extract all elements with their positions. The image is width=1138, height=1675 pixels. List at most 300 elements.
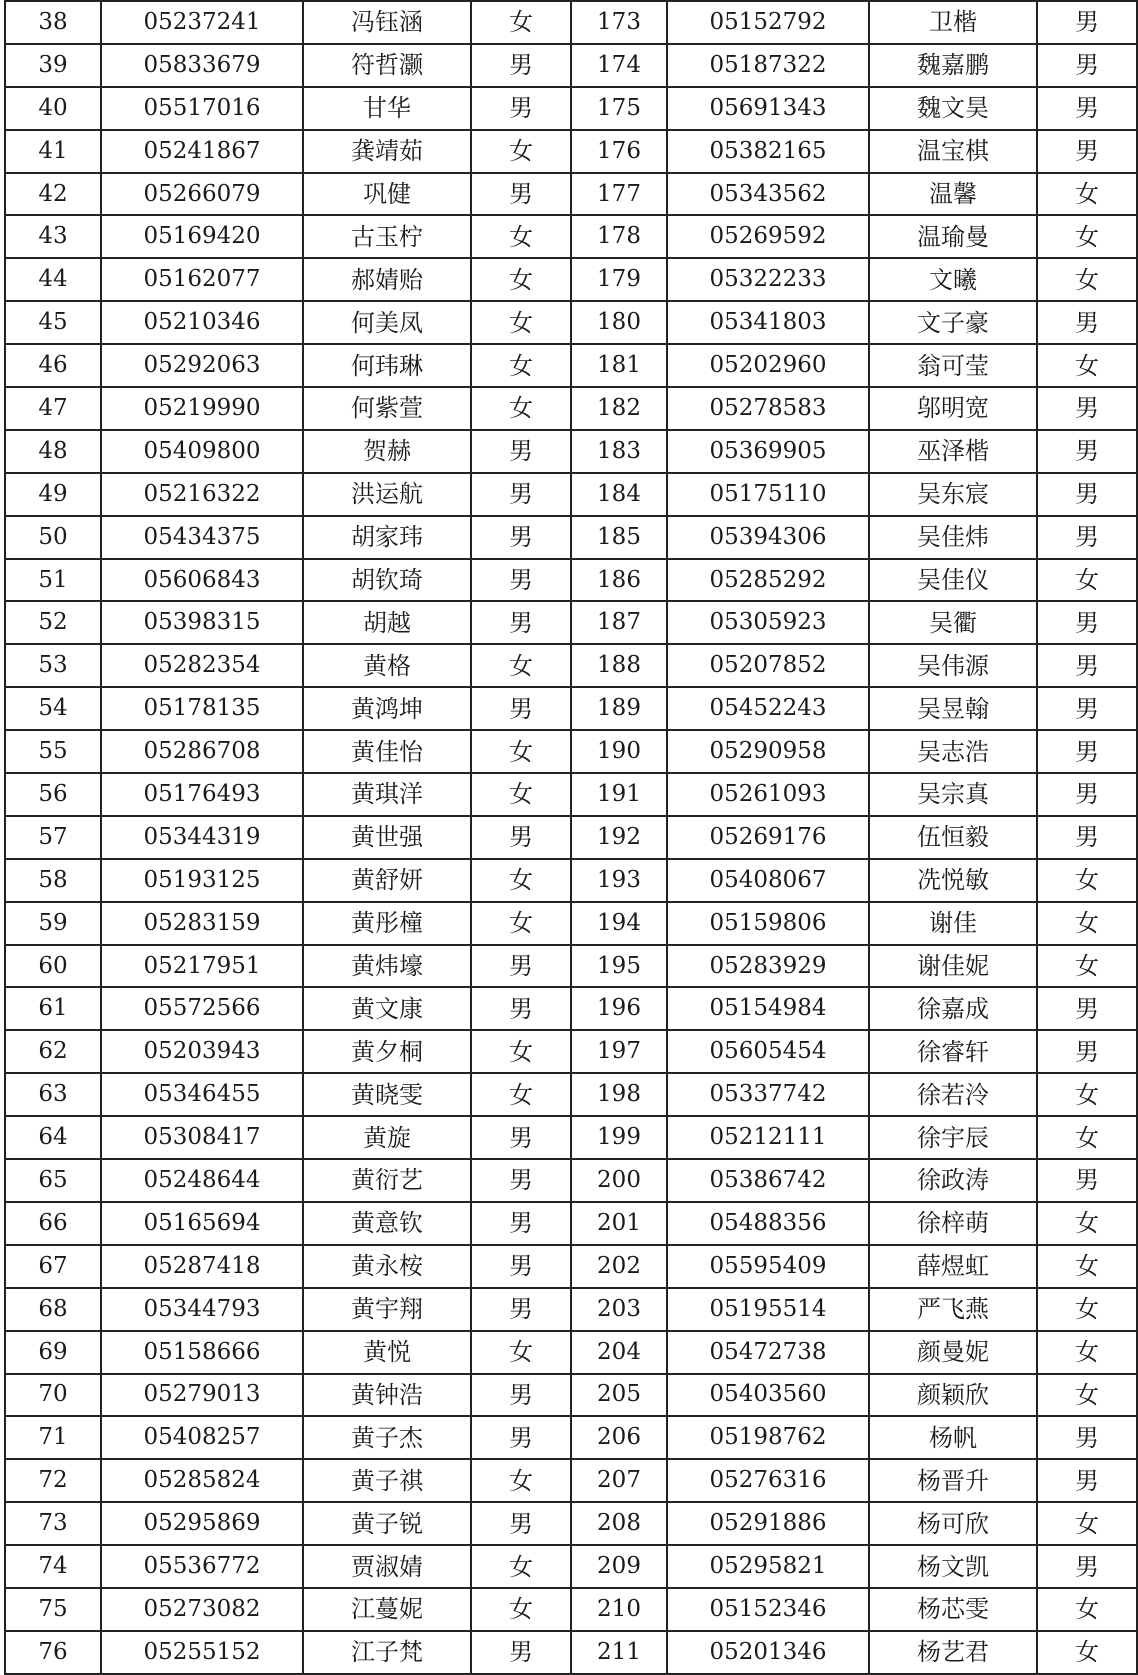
right-student-name-cell: 温瑜曼 — [869, 215, 1037, 258]
right-serial-number-cell: 187 — [571, 601, 667, 644]
left-student-id-cell: 05158666 — [101, 1331, 303, 1374]
right-student-name-cell: 吴宗真 — [869, 773, 1037, 816]
right-student-name-cell: 文曦 — [869, 258, 1037, 301]
right-serial-number-cell: 200 — [571, 1159, 667, 1202]
left-serial-number-cell: 49 — [5, 473, 101, 516]
right-gender-cell: 女 — [1037, 1331, 1137, 1374]
right-gender-cell: 女 — [1037, 1073, 1137, 1116]
table-row — [5, 987, 1137, 1030]
right-serial-number-cell: 186 — [571, 559, 667, 602]
left-student-name-cell: 黄子杰 — [303, 1416, 471, 1459]
left-student-id-cell: 05176493 — [101, 773, 303, 816]
left-gender-cell: 男 — [471, 1374, 571, 1417]
left-student-name-cell: 贾淑婧 — [303, 1545, 471, 1588]
right-student-name-cell: 徐睿轩 — [869, 1030, 1037, 1073]
table-row — [5, 87, 1137, 130]
right-serial-number-cell: 201 — [571, 1202, 667, 1245]
left-student-id-cell: 05398315 — [101, 601, 303, 644]
right-gender-cell: 男 — [1037, 387, 1137, 430]
right-student-id-cell: 05452243 — [667, 687, 869, 730]
roster-body — [5, 1, 1137, 1674]
table-row — [5, 130, 1137, 173]
left-gender-cell: 男 — [471, 1202, 571, 1245]
left-student-name-cell: 符哲灏 — [303, 44, 471, 87]
left-student-name-cell: 黄彤橦 — [303, 902, 471, 945]
left-gender-cell: 女 — [471, 301, 571, 344]
left-student-name-cell: 黄永桉 — [303, 1245, 471, 1288]
table-row — [5, 730, 1137, 773]
table-row — [5, 387, 1137, 430]
right-student-name-cell: 杨可欣 — [869, 1502, 1037, 1545]
right-student-id-cell: 05276316 — [667, 1459, 869, 1502]
left-gender-cell: 女 — [471, 258, 571, 301]
right-serial-number-cell: 180 — [571, 301, 667, 344]
left-gender-cell: 女 — [471, 387, 571, 430]
right-serial-number-cell: 210 — [571, 1588, 667, 1631]
right-gender-cell: 女 — [1037, 1631, 1137, 1674]
table-row — [5, 1588, 1137, 1631]
right-student-name-cell: 颜曼妮 — [869, 1331, 1037, 1374]
right-student-name-cell: 魏嘉鹏 — [869, 44, 1037, 87]
right-serial-number-cell: 193 — [571, 859, 667, 902]
left-student-id-cell: 05283159 — [101, 902, 303, 945]
table-row — [5, 173, 1137, 216]
table-row — [5, 1288, 1137, 1331]
left-gender-cell: 男 — [471, 687, 571, 730]
left-student-id-cell: 05606843 — [101, 559, 303, 602]
right-gender-cell: 女 — [1037, 1245, 1137, 1288]
right-gender-cell: 女 — [1037, 1588, 1137, 1631]
left-serial-number-cell: 52 — [5, 601, 101, 644]
right-student-name-cell: 杨文凯 — [869, 1545, 1037, 1588]
right-student-id-cell: 05369905 — [667, 430, 869, 473]
left-serial-number-cell: 58 — [5, 859, 101, 902]
left-student-id-cell: 05248644 — [101, 1159, 303, 1202]
left-gender-cell: 女 — [471, 1030, 571, 1073]
left-gender-cell: 女 — [471, 215, 571, 258]
left-gender-cell: 男 — [471, 816, 571, 859]
left-gender-cell: 男 — [471, 1245, 571, 1288]
left-serial-number-cell: 50 — [5, 516, 101, 559]
left-student-id-cell: 05255152 — [101, 1631, 303, 1674]
right-student-id-cell: 05283929 — [667, 945, 869, 988]
right-student-id-cell: 05337742 — [667, 1073, 869, 1116]
left-gender-cell: 男 — [471, 473, 571, 516]
left-student-name-cell: 龚靖茹 — [303, 130, 471, 173]
table-row — [5, 945, 1137, 988]
right-serial-number-cell: 194 — [571, 902, 667, 945]
right-student-id-cell: 05341803 — [667, 301, 869, 344]
left-student-id-cell: 05572566 — [101, 987, 303, 1030]
student-roster-table — [4, 0, 1138, 1675]
right-serial-number-cell: 207 — [571, 1459, 667, 1502]
right-student-id-cell: 05212111 — [667, 1116, 869, 1159]
left-student-id-cell: 05408257 — [101, 1416, 303, 1459]
left-serial-number-cell: 76 — [5, 1631, 101, 1674]
left-student-id-cell: 05178135 — [101, 687, 303, 730]
left-student-id-cell: 05833679 — [101, 44, 303, 87]
left-gender-cell: 女 — [471, 1588, 571, 1631]
left-student-name-cell: 江蔓妮 — [303, 1588, 471, 1631]
left-student-id-cell: 05169420 — [101, 215, 303, 258]
right-serial-number-cell: 202 — [571, 1245, 667, 1288]
right-serial-number-cell: 177 — [571, 173, 667, 216]
right-gender-cell: 男 — [1037, 473, 1137, 516]
right-serial-number-cell: 182 — [571, 387, 667, 430]
left-serial-number-cell: 73 — [5, 1502, 101, 1545]
right-gender-cell: 女 — [1037, 344, 1137, 387]
right-student-name-cell: 吴伟源 — [869, 644, 1037, 687]
right-serial-number-cell: 173 — [571, 1, 667, 44]
right-student-id-cell: 05198762 — [667, 1416, 869, 1459]
left-student-name-cell: 黄钟浩 — [303, 1374, 471, 1417]
right-student-name-cell: 谢佳妮 — [869, 945, 1037, 988]
right-student-name-cell: 杨帆 — [869, 1416, 1037, 1459]
left-student-name-cell: 黄琪洋 — [303, 773, 471, 816]
right-serial-number-cell: 208 — [571, 1502, 667, 1545]
left-serial-number-cell: 39 — [5, 44, 101, 87]
right-student-name-cell: 冼悦敏 — [869, 859, 1037, 902]
right-gender-cell: 男 — [1037, 516, 1137, 559]
left-student-name-cell: 黄夕桐 — [303, 1030, 471, 1073]
left-gender-cell: 男 — [471, 987, 571, 1030]
left-student-name-cell: 黄子锐 — [303, 1502, 471, 1545]
left-student-name-cell: 何美凤 — [303, 301, 471, 344]
right-gender-cell: 男 — [1037, 773, 1137, 816]
left-student-id-cell: 05344793 — [101, 1288, 303, 1331]
table-row — [5, 430, 1137, 473]
right-gender-cell: 男 — [1037, 1416, 1137, 1459]
left-serial-number-cell: 40 — [5, 87, 101, 130]
left-student-name-cell: 胡越 — [303, 601, 471, 644]
right-student-name-cell: 徐宇辰 — [869, 1116, 1037, 1159]
left-gender-cell: 女 — [471, 1073, 571, 1116]
right-serial-number-cell: 181 — [571, 344, 667, 387]
right-student-name-cell: 薛煜虹 — [869, 1245, 1037, 1288]
left-student-id-cell: 05344319 — [101, 816, 303, 859]
right-gender-cell: 女 — [1037, 559, 1137, 602]
right-gender-cell: 男 — [1037, 301, 1137, 344]
table-row — [5, 773, 1137, 816]
left-serial-number-cell: 72 — [5, 1459, 101, 1502]
right-student-id-cell: 05408067 — [667, 859, 869, 902]
right-gender-cell: 女 — [1037, 1202, 1137, 1245]
right-student-name-cell: 杨芯雯 — [869, 1588, 1037, 1631]
left-serial-number-cell: 53 — [5, 644, 101, 687]
table-row — [5, 816, 1137, 859]
right-gender-cell: 男 — [1037, 987, 1137, 1030]
right-gender-cell: 男 — [1037, 644, 1137, 687]
left-student-id-cell: 05241867 — [101, 130, 303, 173]
table-row — [5, 1073, 1137, 1116]
left-student-name-cell: 黄子祺 — [303, 1459, 471, 1502]
right-student-name-cell: 温馨 — [869, 173, 1037, 216]
right-serial-number-cell: 206 — [571, 1416, 667, 1459]
table-row — [5, 1245, 1137, 1288]
right-student-id-cell: 05386742 — [667, 1159, 869, 1202]
right-gender-cell: 女 — [1037, 215, 1137, 258]
left-gender-cell: 女 — [471, 1, 571, 44]
table-row — [5, 1631, 1137, 1674]
left-student-name-cell: 黄晓雯 — [303, 1073, 471, 1116]
right-student-id-cell: 05322233 — [667, 258, 869, 301]
left-serial-number-cell: 62 — [5, 1030, 101, 1073]
left-serial-number-cell: 56 — [5, 773, 101, 816]
left-student-name-cell: 黄鸿坤 — [303, 687, 471, 730]
left-student-id-cell: 05165694 — [101, 1202, 303, 1245]
right-gender-cell: 女 — [1037, 1116, 1137, 1159]
left-student-name-cell: 黄意钦 — [303, 1202, 471, 1245]
left-gender-cell: 女 — [471, 1545, 571, 1588]
left-student-id-cell: 05308417 — [101, 1116, 303, 1159]
table-row — [5, 902, 1137, 945]
right-student-id-cell: 05278583 — [667, 387, 869, 430]
left-student-name-cell: 黄佳怡 — [303, 730, 471, 773]
left-student-name-cell: 何紫萱 — [303, 387, 471, 430]
right-serial-number-cell: 205 — [571, 1374, 667, 1417]
right-student-id-cell: 05595409 — [667, 1245, 869, 1288]
right-gender-cell: 女 — [1037, 859, 1137, 902]
left-student-name-cell: 何玮琳 — [303, 344, 471, 387]
right-serial-number-cell: 185 — [571, 516, 667, 559]
left-serial-number-cell: 66 — [5, 1202, 101, 1245]
left-student-id-cell: 05517016 — [101, 87, 303, 130]
right-serial-number-cell: 178 — [571, 215, 667, 258]
left-serial-number-cell: 64 — [5, 1116, 101, 1159]
right-student-id-cell: 05394306 — [667, 516, 869, 559]
left-student-id-cell: 05203943 — [101, 1030, 303, 1073]
left-gender-cell: 男 — [471, 1116, 571, 1159]
left-student-name-cell: 巩健 — [303, 173, 471, 216]
right-gender-cell: 女 — [1037, 945, 1137, 988]
table-row — [5, 1159, 1137, 1202]
left-student-id-cell: 05285824 — [101, 1459, 303, 1502]
right-student-name-cell: 徐梓萌 — [869, 1202, 1037, 1245]
left-gender-cell: 男 — [471, 44, 571, 87]
table-row — [5, 644, 1137, 687]
table-row — [5, 516, 1137, 559]
left-student-name-cell: 黄格 — [303, 644, 471, 687]
right-serial-number-cell: 191 — [571, 773, 667, 816]
table-row — [5, 1331, 1137, 1374]
right-student-name-cell: 吴佳仪 — [869, 559, 1037, 602]
left-student-id-cell: 05282354 — [101, 644, 303, 687]
right-gender-cell: 男 — [1037, 601, 1137, 644]
right-serial-number-cell: 189 — [571, 687, 667, 730]
right-serial-number-cell: 211 — [571, 1631, 667, 1674]
right-student-name-cell: 魏文昊 — [869, 87, 1037, 130]
right-serial-number-cell: 176 — [571, 130, 667, 173]
right-serial-number-cell: 192 — [571, 816, 667, 859]
right-serial-number-cell: 195 — [571, 945, 667, 988]
left-student-id-cell: 05237241 — [101, 1, 303, 44]
left-gender-cell: 女 — [471, 644, 571, 687]
left-serial-number-cell: 59 — [5, 902, 101, 945]
left-serial-number-cell: 57 — [5, 816, 101, 859]
right-student-name-cell: 温宝棋 — [869, 130, 1037, 173]
right-student-id-cell: 05291886 — [667, 1502, 869, 1545]
table-row — [5, 1202, 1137, 1245]
right-student-name-cell: 吴志浩 — [869, 730, 1037, 773]
table-row — [5, 1030, 1137, 1073]
left-gender-cell: 男 — [471, 1159, 571, 1202]
left-student-name-cell: 洪运航 — [303, 473, 471, 516]
right-student-id-cell: 05343562 — [667, 173, 869, 216]
right-student-id-cell: 05691343 — [667, 87, 869, 130]
right-gender-cell: 男 — [1037, 44, 1137, 87]
left-serial-number-cell: 60 — [5, 945, 101, 988]
left-serial-number-cell: 63 — [5, 1073, 101, 1116]
right-student-id-cell: 05295821 — [667, 1545, 869, 1588]
right-serial-number-cell: 198 — [571, 1073, 667, 1116]
left-gender-cell: 男 — [471, 1416, 571, 1459]
table-row — [5, 859, 1137, 902]
right-gender-cell: 男 — [1037, 1, 1137, 44]
right-serial-number-cell: 184 — [571, 473, 667, 516]
right-student-id-cell: 05269592 — [667, 215, 869, 258]
left-gender-cell: 女 — [471, 859, 571, 902]
left-serial-number-cell: 47 — [5, 387, 101, 430]
table-row — [5, 1116, 1137, 1159]
right-gender-cell: 男 — [1037, 1030, 1137, 1073]
table-row — [5, 1459, 1137, 1502]
left-serial-number-cell: 70 — [5, 1374, 101, 1417]
left-gender-cell: 男 — [471, 1631, 571, 1674]
left-student-name-cell: 胡家玮 — [303, 516, 471, 559]
right-gender-cell: 男 — [1037, 687, 1137, 730]
left-serial-number-cell: 74 — [5, 1545, 101, 1588]
right-gender-cell: 女 — [1037, 1502, 1137, 1545]
left-student-name-cell: 黄宇翔 — [303, 1288, 471, 1331]
left-gender-cell: 男 — [471, 87, 571, 130]
left-student-name-cell: 黄文康 — [303, 987, 471, 1030]
left-student-name-cell: 郝婧贻 — [303, 258, 471, 301]
right-student-name-cell: 谢佳 — [869, 902, 1037, 945]
left-serial-number-cell: 75 — [5, 1588, 101, 1631]
left-student-name-cell: 江子梵 — [303, 1631, 471, 1674]
left-serial-number-cell: 44 — [5, 258, 101, 301]
left-student-name-cell: 贺赫 — [303, 430, 471, 473]
right-serial-number-cell: 174 — [571, 44, 667, 87]
left-student-id-cell: 05216322 — [101, 473, 303, 516]
right-student-name-cell: 吴东宸 — [869, 473, 1037, 516]
right-gender-cell: 女 — [1037, 902, 1137, 945]
left-gender-cell: 男 — [471, 945, 571, 988]
table-row — [5, 601, 1137, 644]
right-student-name-cell: 吴衢 — [869, 601, 1037, 644]
right-gender-cell: 男 — [1037, 730, 1137, 773]
left-serial-number-cell: 61 — [5, 987, 101, 1030]
left-serial-number-cell: 46 — [5, 344, 101, 387]
right-student-id-cell: 05187322 — [667, 44, 869, 87]
left-gender-cell: 女 — [471, 344, 571, 387]
right-student-id-cell: 05472738 — [667, 1331, 869, 1374]
left-student-id-cell: 05219990 — [101, 387, 303, 430]
left-gender-cell: 男 — [471, 430, 571, 473]
right-serial-number-cell: 188 — [571, 644, 667, 687]
left-serial-number-cell: 65 — [5, 1159, 101, 1202]
right-gender-cell: 男 — [1037, 1545, 1137, 1588]
right-student-name-cell: 卫楷 — [869, 1, 1037, 44]
left-serial-number-cell: 41 — [5, 130, 101, 173]
left-student-name-cell: 古玉柠 — [303, 215, 471, 258]
left-student-id-cell: 05217951 — [101, 945, 303, 988]
right-gender-cell: 女 — [1037, 258, 1137, 301]
right-student-name-cell: 杨艺君 — [869, 1631, 1037, 1674]
table-row — [5, 1545, 1137, 1588]
right-student-name-cell: 巫泽楷 — [869, 430, 1037, 473]
right-student-id-cell: 05195514 — [667, 1288, 869, 1331]
left-student-id-cell: 05346455 — [101, 1073, 303, 1116]
right-student-id-cell: 05152346 — [667, 1588, 869, 1631]
right-gender-cell: 男 — [1037, 130, 1137, 173]
table-row — [5, 215, 1137, 258]
right-serial-number-cell: 183 — [571, 430, 667, 473]
right-student-name-cell: 邬明宽 — [869, 387, 1037, 430]
right-student-name-cell: 文子豪 — [869, 301, 1037, 344]
left-serial-number-cell: 69 — [5, 1331, 101, 1374]
left-serial-number-cell: 43 — [5, 215, 101, 258]
table-row — [5, 344, 1137, 387]
table-row — [5, 44, 1137, 87]
right-student-id-cell: 05285292 — [667, 559, 869, 602]
left-gender-cell: 女 — [471, 130, 571, 173]
left-student-id-cell: 05266079 — [101, 173, 303, 216]
table-row — [5, 301, 1137, 344]
left-student-name-cell: 甘华 — [303, 87, 471, 130]
left-gender-cell: 女 — [471, 1459, 571, 1502]
left-serial-number-cell: 48 — [5, 430, 101, 473]
right-gender-cell: 男 — [1037, 1459, 1137, 1502]
right-student-id-cell: 05605454 — [667, 1030, 869, 1073]
right-gender-cell: 男 — [1037, 430, 1137, 473]
left-serial-number-cell: 38 — [5, 1, 101, 44]
right-student-name-cell: 翁可莹 — [869, 344, 1037, 387]
right-student-id-cell: 05201346 — [667, 1631, 869, 1674]
left-gender-cell: 男 — [471, 559, 571, 602]
left-serial-number-cell: 68 — [5, 1288, 101, 1331]
right-gender-cell: 女 — [1037, 173, 1137, 216]
right-serial-number-cell: 196 — [571, 987, 667, 1030]
table-row — [5, 687, 1137, 730]
left-student-id-cell: 05292063 — [101, 344, 303, 387]
left-student-name-cell: 黄旋 — [303, 1116, 471, 1159]
left-serial-number-cell: 42 — [5, 173, 101, 216]
right-student-id-cell: 05305923 — [667, 601, 869, 644]
right-serial-number-cell: 203 — [571, 1288, 667, 1331]
left-student-id-cell: 05273082 — [101, 1588, 303, 1631]
right-gender-cell: 女 — [1037, 1288, 1137, 1331]
left-student-name-cell: 冯钰涵 — [303, 1, 471, 44]
right-serial-number-cell: 190 — [571, 730, 667, 773]
left-student-id-cell: 05287418 — [101, 1245, 303, 1288]
left-gender-cell: 男 — [471, 1288, 571, 1331]
left-student-id-cell: 05210346 — [101, 301, 303, 344]
right-student-name-cell: 颜颖欣 — [869, 1374, 1037, 1417]
right-student-id-cell: 05403560 — [667, 1374, 869, 1417]
right-student-id-cell: 05290958 — [667, 730, 869, 773]
table-row — [5, 1, 1137, 44]
left-student-name-cell: 黄舒妍 — [303, 859, 471, 902]
right-student-id-cell: 05152792 — [667, 1, 869, 44]
left-student-id-cell: 05434375 — [101, 516, 303, 559]
left-gender-cell: 男 — [471, 173, 571, 216]
right-student-id-cell: 05154984 — [667, 987, 869, 1030]
left-serial-number-cell: 71 — [5, 1416, 101, 1459]
right-serial-number-cell: 197 — [571, 1030, 667, 1073]
left-student-id-cell: 05286708 — [101, 730, 303, 773]
left-gender-cell: 女 — [471, 773, 571, 816]
